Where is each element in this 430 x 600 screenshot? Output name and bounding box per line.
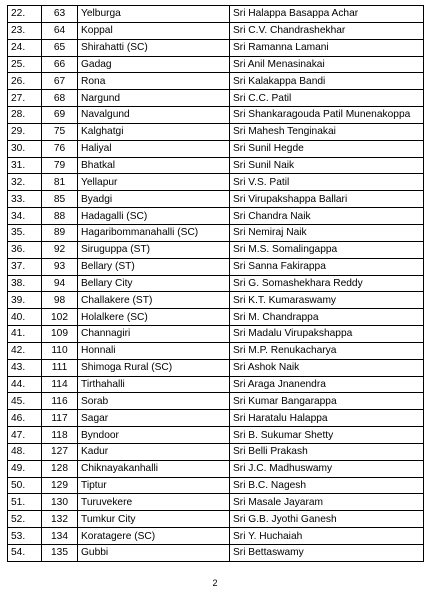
candidate-name-cell: Sri Nemiraj Naik xyxy=(230,224,424,241)
table-row xyxy=(8,174,424,191)
table-row xyxy=(8,224,424,241)
candidate-name-cell: Sri Araga Jnanendra xyxy=(230,376,424,393)
candidate-name-cell: Sri Bettaswamy xyxy=(230,545,424,562)
table-row xyxy=(8,56,424,73)
constituency-name-cell: Sagar xyxy=(78,410,230,427)
serial-number-cell: 44. xyxy=(8,376,42,393)
candidate-name-cell: Sri Sunil Naik xyxy=(230,157,424,174)
constituency-name-cell: Tirthahalli xyxy=(78,376,230,393)
constituency-name-cell: Yellapur xyxy=(78,174,230,191)
constituency-number-cell: 130 xyxy=(42,494,78,511)
constituency-name-cell: Koratagere (SC) xyxy=(78,528,230,545)
constituency-number-cell: 85 xyxy=(42,191,78,208)
table-row xyxy=(8,22,424,39)
serial-number-cell: 26. xyxy=(8,73,42,90)
serial-number-cell: 48. xyxy=(8,443,42,460)
table-row xyxy=(8,292,424,309)
constituency-number-cell: 127 xyxy=(42,443,78,460)
serial-number-cell: 22. xyxy=(8,6,42,23)
constituency-number-cell: 135 xyxy=(42,545,78,562)
constituency-number-cell: 132 xyxy=(42,511,78,528)
table-row xyxy=(8,157,424,174)
serial-number-cell: 36. xyxy=(8,241,42,258)
constituency-number-cell: 134 xyxy=(42,528,78,545)
constituency-number-cell: 75 xyxy=(42,123,78,140)
serial-number-cell: 23. xyxy=(8,22,42,39)
serial-number-cell: 38. xyxy=(8,275,42,292)
constituency-number-cell: 109 xyxy=(42,326,78,343)
constituency-name-cell: Byadgi xyxy=(78,191,230,208)
constituency-number-cell: 67 xyxy=(42,73,78,90)
table-row xyxy=(8,460,424,477)
serial-number-cell: 43. xyxy=(8,359,42,376)
serial-number-cell: 34. xyxy=(8,208,42,225)
constituency-number-cell: 88 xyxy=(42,208,78,225)
constituency-name-cell: Haliyal xyxy=(78,140,230,157)
candidate-name-cell: Sri Haratalu Halappa xyxy=(230,410,424,427)
constituency-number-cell: 66 xyxy=(42,56,78,73)
serial-number-cell: 42. xyxy=(8,342,42,359)
table-row xyxy=(8,427,424,444)
table-row xyxy=(8,241,424,258)
candidate-name-cell: Sri J.C. Madhuswamy xyxy=(230,460,424,477)
serial-number-cell: 27. xyxy=(8,90,42,107)
constituency-name-cell: Tiptur xyxy=(78,477,230,494)
table-row xyxy=(8,359,424,376)
candidate-name-cell: Sri Ramanna Lamani xyxy=(230,39,424,56)
table-row xyxy=(8,258,424,275)
serial-number-cell: 53. xyxy=(8,528,42,545)
constituency-name-cell: Nargund xyxy=(78,90,230,107)
constituency-number-cell: 89 xyxy=(42,224,78,241)
constituency-number-cell: 117 xyxy=(42,410,78,427)
table-body xyxy=(8,6,424,562)
candidate-name-cell: Sri Shankaragouda Patil Munenakoppa xyxy=(230,107,424,124)
constituency-number-cell: 63 xyxy=(42,6,78,23)
constituency-name-cell: Bellary (ST) xyxy=(78,258,230,275)
constituency-number-cell: 94 xyxy=(42,275,78,292)
constituency-name-cell: Honnali xyxy=(78,342,230,359)
constituency-name-cell: Rona xyxy=(78,73,230,90)
constituency-name-cell: Gadag xyxy=(78,56,230,73)
table-row xyxy=(8,39,424,56)
serial-number-cell: 47. xyxy=(8,427,42,444)
table-row xyxy=(8,275,424,292)
table-row xyxy=(8,528,424,545)
table-row xyxy=(8,545,424,562)
table-row xyxy=(8,6,424,23)
serial-number-cell: 29. xyxy=(8,123,42,140)
constituency-name-cell: Shirahatti (SC) xyxy=(78,39,230,56)
candidate-name-cell: Sri M. Chandrappa xyxy=(230,309,424,326)
constituency-name-cell: Kalghatgi xyxy=(78,123,230,140)
candidate-name-cell: Sri Virupakshappa Ballari xyxy=(230,191,424,208)
candidate-name-cell: Sri G. Somashekhara Reddy xyxy=(230,275,424,292)
serial-number-cell: 40. xyxy=(8,309,42,326)
serial-number-cell: 41. xyxy=(8,326,42,343)
constituency-number-cell: 111 xyxy=(42,359,78,376)
constituency-name-cell: Bhatkal xyxy=(78,157,230,174)
constituency-number-cell: 98 xyxy=(42,292,78,309)
candidate-name-cell: Sri Belli Prakash xyxy=(230,443,424,460)
table-row xyxy=(8,342,424,359)
serial-number-cell: 46. xyxy=(8,410,42,427)
serial-number-cell: 39. xyxy=(8,292,42,309)
candidate-name-cell: Sri G.B. Jyothi Ganesh xyxy=(230,511,424,528)
candidate-name-cell: Sri Ashok Naik xyxy=(230,359,424,376)
serial-number-cell: 49. xyxy=(8,460,42,477)
serial-number-cell: 31. xyxy=(8,157,42,174)
serial-number-cell: 50. xyxy=(8,477,42,494)
serial-number-cell: 24. xyxy=(8,39,42,56)
table-row xyxy=(8,208,424,225)
constituency-name-cell: Hagaribommanahalli (SC) xyxy=(78,224,230,241)
constituency-number-cell: 118 xyxy=(42,427,78,444)
table-row xyxy=(8,326,424,343)
constituency-name-cell: Shimoga Rural (SC) xyxy=(78,359,230,376)
candidate-name-cell: Sri M.P. Renukacharya xyxy=(230,342,424,359)
constituency-number-cell: 68 xyxy=(42,90,78,107)
candidate-name-cell: Sri Masale Jayaram xyxy=(230,494,424,511)
candidate-name-cell: Sri Y. Huchaiah xyxy=(230,528,424,545)
constituency-name-cell: Bellary City xyxy=(78,275,230,292)
table-row xyxy=(8,477,424,494)
candidate-name-cell: Sri V.S. Patil xyxy=(230,174,424,191)
constituency-name-cell: Koppal xyxy=(78,22,230,39)
candidate-name-cell: Sri Halappa Basappa Achar xyxy=(230,6,424,23)
candidate-name-cell: Sri Kumar Bangarappa xyxy=(230,393,424,410)
constituency-name-cell: Tumkur City xyxy=(78,511,230,528)
table-row xyxy=(8,443,424,460)
constituency-number-cell: 129 xyxy=(42,477,78,494)
constituency-name-cell: Sorab xyxy=(78,393,230,410)
serial-number-cell: 35. xyxy=(8,224,42,241)
table-row xyxy=(8,90,424,107)
constituency-name-cell: Turuvekere xyxy=(78,494,230,511)
constituency-number-cell: 69 xyxy=(42,107,78,124)
constituency-number-cell: 110 xyxy=(42,342,78,359)
constituency-number-cell: 102 xyxy=(42,309,78,326)
serial-number-cell: 52. xyxy=(8,511,42,528)
constituency-name-cell: Kadur xyxy=(78,443,230,460)
table-row xyxy=(8,123,424,140)
serial-number-cell: 37. xyxy=(8,258,42,275)
page-number: 2 xyxy=(212,578,218,588)
candidate-name-cell: Sri Sanna Fakirappa xyxy=(230,258,424,275)
constituency-name-cell: Channagiri xyxy=(78,326,230,343)
constituency-name-cell: Gubbi xyxy=(78,545,230,562)
constituency-number-cell: 65 xyxy=(42,39,78,56)
candidate-name-cell: Sri B.C. Nagesh xyxy=(230,477,424,494)
serial-number-cell: 51. xyxy=(8,494,42,511)
constituency-name-cell: Yelburga xyxy=(78,6,230,23)
serial-number-cell: 25. xyxy=(8,56,42,73)
constituency-number-cell: 81 xyxy=(42,174,78,191)
table-row xyxy=(8,140,424,157)
constituency-name-cell: Siruguppa (ST) xyxy=(78,241,230,258)
candidate-name-cell: Sri C.C. Patil xyxy=(230,90,424,107)
serial-number-cell: 30. xyxy=(8,140,42,157)
constituency-name-cell: Navalgund xyxy=(78,107,230,124)
constituency-name-cell: Challakere (ST) xyxy=(78,292,230,309)
candidate-table xyxy=(7,5,424,562)
constituency-number-cell: 64 xyxy=(42,22,78,39)
table-row xyxy=(8,309,424,326)
serial-number-cell: 45. xyxy=(8,393,42,410)
candidate-name-cell: Sri Sunil Hegde xyxy=(230,140,424,157)
constituency-number-cell: 92 xyxy=(42,241,78,258)
candidate-name-cell: Sri B. Sukumar Shetty xyxy=(230,427,424,444)
table-row xyxy=(8,494,424,511)
constituency-name-cell: Holalkere (SC) xyxy=(78,309,230,326)
candidate-name-cell: Sri Anil Menasinakai xyxy=(230,56,424,73)
candidate-name-cell: Sri M.S. Somalingappa xyxy=(230,241,424,258)
table-row xyxy=(8,73,424,90)
table-row xyxy=(8,376,424,393)
constituency-number-cell: 76 xyxy=(42,140,78,157)
constituency-name-cell: Byndoor xyxy=(78,427,230,444)
serial-number-cell: 54. xyxy=(8,545,42,562)
constituency-number-cell: 79 xyxy=(42,157,78,174)
table-row xyxy=(8,511,424,528)
candidate-name-cell: Sri Chandra Naik xyxy=(230,208,424,225)
constituency-number-cell: 114 xyxy=(42,376,78,393)
constituency-name-cell: Hadagalli (SC) xyxy=(78,208,230,225)
constituency-number-cell: 93 xyxy=(42,258,78,275)
table-row xyxy=(8,191,424,208)
serial-number-cell: 33. xyxy=(8,191,42,208)
candidate-name-cell: Sri Madalu Virupakshappa xyxy=(230,326,424,343)
table-row xyxy=(8,410,424,427)
candidate-name-cell: Sri Kalakappa Bandi xyxy=(230,73,424,90)
table-row xyxy=(8,393,424,410)
constituency-name-cell: Chiknayakanhalli xyxy=(78,460,230,477)
table-row xyxy=(8,107,424,124)
constituency-number-cell: 128 xyxy=(42,460,78,477)
candidate-name-cell: Sri C.V. Chandrashekhar xyxy=(230,22,424,39)
candidate-name-cell: Sri Mahesh Tenginakai xyxy=(230,123,424,140)
candidate-name-cell: Sri K.T. Kumaraswamy xyxy=(230,292,424,309)
serial-number-cell: 28. xyxy=(8,107,42,124)
constituency-number-cell: 116 xyxy=(42,393,78,410)
serial-number-cell: 32. xyxy=(8,174,42,191)
